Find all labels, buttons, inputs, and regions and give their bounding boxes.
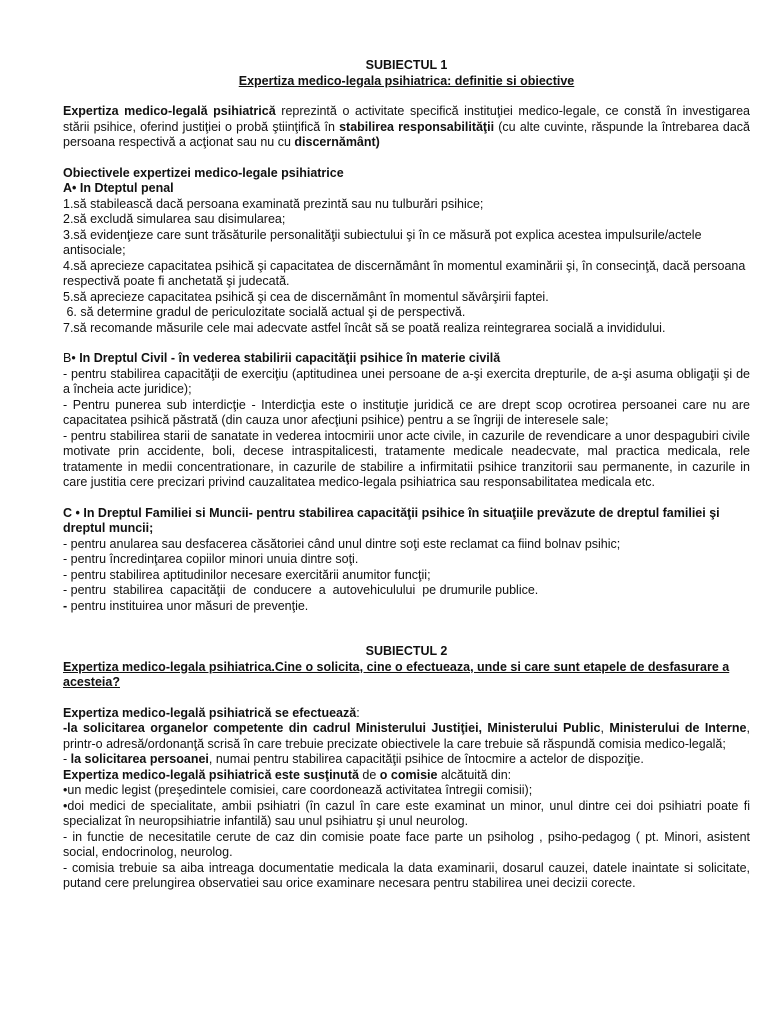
p3-bold-1: la solicitarea persoanei — [70, 752, 209, 766]
list-item: - pentru stabilirea capacităţii de conducere a autovehiculului pe drumurile publice. — [63, 583, 539, 597]
p2-bold-1: -la solicitarea organelor competente din cadrul Ministerului Justiţiei, Ministerului Public — [63, 721, 601, 735]
section-a-heading: A• In Dteptul penal — [63, 181, 174, 195]
subject-1-subtitle: Expertiza medico-legala psihiatrica: definitie si obiective — [238, 73, 575, 88]
list-item: 4.să aprecieze capacitatea psihică şi capacitatea de discernământ în momentul examinării şi, în consecinţă, dacă persoana respectivă poate fi anchetată şi judecată. — [63, 258, 746, 288]
subject-2-subtitle: Expertiza medico-legala psihiatrica.Cine o solicita, cine o efectueaza, unde si care sunt etapele de desfasurare a acesteia? — [63, 659, 730, 689]
intro-text-1: reprezintă o activitate specifică instituţiei medico-legale, ce constă în investigarea stării psihice, oferind justiţiei o probă ştiinţifică în — [63, 104, 750, 134]
list-item — [63, 599, 750, 615]
objectives-heading: Obiectivele expertizei medico-legale psihiatrice — [63, 165, 344, 180]
subject-2-title: SUBIECTUL 2 — [365, 644, 448, 658]
intro-text-2: (cu alte cuvinte, răspunde la întrebarea dacă persoana respectivă a acţionat sau nu cu — [63, 119, 750, 149]
list-item: 1.să stabilească dacă persoana examinată prezintă sau nu tulburări psihice; — [63, 196, 484, 211]
list-item: - pentru anularea sau desfacerea căsătoriei când unul dintre soţi este reclamat ca fiind bolnav psihic; — [63, 536, 621, 551]
list-item: 7.să recomande măsurile cele mai adecvate astfel încât să se poată realiza reintegrarea socială a invididului. — [63, 320, 666, 335]
p4-bold-2: o comisie — [379, 767, 438, 782]
list-item: 2.să excludă simularea sau disimularea; — [63, 212, 286, 226]
list-item: 6. să determine gradul de periculozitate socială actual şi de perspectivă. — [63, 305, 466, 319]
p4-text-1: de — [358, 767, 380, 782]
subject-2-paragraph-4 — [63, 768, 750, 784]
list-item: - pentru stabilirea capacităţii de exerciţiu (aptitudinea unei persoane de a-şi exercita drepturile, de a-şi asuma obligaţii şi de a încheia acte juridice); — [63, 366, 750, 396]
list-item-text: pentru instituirea unor măsuri de prevenţie. — [67, 598, 309, 613]
subject-2-paragraph-2 — [63, 721, 750, 752]
list-item: - comisia trebuie sa aiba intreaga documentatie medicala la data examinarii, dosarul cauzei, datele inaintate si solicitate, putand cere prelungirea observatiei sau orice examinare necesara pentru stabilirea unei decizii corecte. — [63, 860, 750, 890]
p4-text-2: alcătuită din: — [437, 767, 512, 782]
p3-text-1: - — [63, 752, 71, 766]
p2-bold-2: Ministerului de Interne — [609, 721, 747, 735]
list-item: - pentru stabilirea starii de sanatate in vederea intocmirii unor acte civile, in cazurile de revendicare a unor despagubiri civile motivate prin accidente, boli, decese intraspitalicesti, tratamente medicale neadecvate, mal practica medicala, rele tratamente in medii concentrationare, in cazurile de stabilire a infirmitatii psihice tranzitorii sau permanente, in cazurile in care justitia cere precizari privind cauzalitatea medico-legala psihiatrica sau responsabilitatea medicala etc. — [63, 428, 750, 489]
list-item: •doi medici de specialitate, ambii psihiatri (în cazul în care este examinat un minor, unul dintre cei doi psihiatri poate fi specializat în neuropsihiatrie infantilă) sau unul psihiatru şi unul neurolog. — [63, 798, 750, 828]
list-item: - pentru stabilirea aptitudinilor necesare exercitării anumitor funcţii; — [63, 567, 431, 582]
section-b-prefix: B• — [63, 351, 80, 365]
p2-text-2: , printr-o adresă/ordonanţă scrisă în care trebuie precizate obiectivele la care trebuie să răspundă comisia medico-legală; — [63, 721, 750, 751]
section-b-title: In Dreptul Civil - în vederea stabilirii capacităţii psihice în materie civilă — [79, 351, 501, 365]
list-item: - in functie de necesitatile cerute de caz din comisie poate face parte un psiholog , psiho-pedagog ( pt. Minori, asistent social, endocrinolog, neurolog. — [63, 829, 750, 859]
p2-text-1: , — [600, 721, 610, 735]
list-item: •un medic legist (preşedintele comisiei, care coordonează activitatea întregii comisii); — [63, 783, 533, 797]
intro-bold-3: discernământ) — [294, 135, 380, 149]
list-item: 3.să evidenţieze care sunt trăsăturile personalităţii subiectului şi în ce măsură pot explica acestea impulsurile/actele antisociale; — [63, 227, 702, 257]
p1-text: : — [356, 705, 360, 720]
intro-bold-2: stabilirea responsabilităţii — [339, 119, 495, 134]
list-item: - Pentru punerea sub interdicţie - Interdicţia este o instituţie juridică ce are drept scop ocrotirea persoanei care nu are capacitatea psihică păstrată (din cauza unor afecţiuni psihice) pentru a se îngriji de interesele sale; — [63, 397, 750, 427]
section-c-heading: C • In Dreptul Familiei si Muncii- pentru stabilirea capacităţii psihice în situaţiile prevăzute de dreptul familiei şi dreptul muncii; — [63, 505, 720, 535]
subject-2-paragraph-1 — [63, 706, 750, 722]
list-item: - pentru încredinţarea copiilor minori unuia dintre soţi. — [63, 552, 359, 566]
section-b-heading — [63, 351, 750, 367]
intro-bold-1: Expertiza medico-legală psihiatrică — [63, 104, 276, 118]
p1-bold: Expertiza medico-legală psihiatrică se efectuează — [63, 705, 357, 720]
subject-1-title: SUBIECTUL 1 — [365, 58, 448, 72]
list-item: 5.să aprecieze capacitatea psihică şi cea de discernământ în momentul săvârşirii faptei. — [63, 289, 549, 304]
list-dash: - — [63, 598, 68, 613]
subject-2-paragraph-3 — [63, 752, 750, 768]
p4-bold-1: Expertiza medico-legală psihiatrică este susţinută — [63, 767, 359, 782]
subject-1-intro — [63, 104, 750, 151]
p3-text-2: , numai pentru stabilirea capacităţii psihice de întocmire a actelor de dispoziţie. — [208, 752, 644, 766]
